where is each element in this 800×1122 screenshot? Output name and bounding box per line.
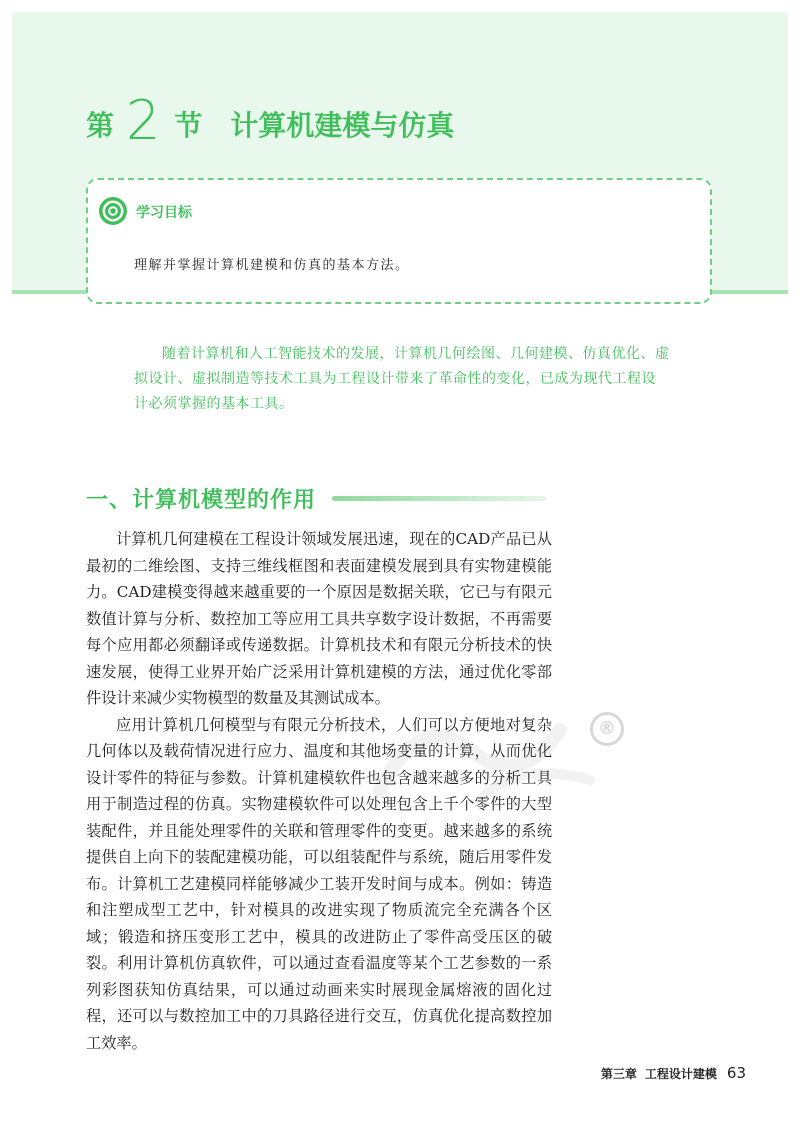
learning-objectives-box bbox=[86, 178, 712, 304]
page-number: 63 bbox=[726, 1064, 746, 1082]
intro-paragraph: 随着计算机和人工智能技术的发展，计算机几何绘图、几何建模、仿真优化、虚拟设计、虚拟制造等技术工具为工程设计带来了革命性的变化，已成为现代工程设计必须掌握的基本工具。 bbox=[134, 346, 670, 412]
section-prefix: 第 bbox=[86, 109, 115, 142]
section-suffix: 节 bbox=[174, 109, 203, 142]
footer-chapter: 第三章 bbox=[600, 1067, 637, 1081]
registered-mark: ® bbox=[590, 712, 624, 746]
section-header bbox=[86, 89, 455, 152]
subsection-heading-text: 一、计算机模型的作用 bbox=[86, 487, 317, 513]
heading-decoration-line bbox=[332, 496, 546, 501]
body-paragraph-1: 计算机几何建模在工程设计领域发展迅速，现在的CAD产品已从最初的二维绘图、支持三维线框图和表面建模发展到具有实物建模能力。CAD建模变得越来越重要的一个原因是数据关联，它已与有限元数值计算与分析、数控加工等应用工具共享数字设计数据，不再需要每个应用都必须翻译或传递数据。计算机技术和有限元分析技术的快速发展，使得工业界开始广泛采用计算机建模的方法，通过优化零部件设计来减少实物模型的数量及其测试成本。 bbox=[86, 530, 552, 707]
body-paragraph-2: 应用计算机几何模型与有限元分析技术，人们可以方便地对复杂几何体以及载荷情况进行应力、温度和其他场变量的计算，从而优化设计零件的特征与参数。计算机建模软件也包含越来越多的分析工具用于制造过程的仿真。实物建模软件可以处理包含上千个零件的大型装配件，并且能处理零件的关联和管理零件的变更。越来越多的系统提供自上向下的装配建模功能，可以组装配件与系统，随后用零件发布。计算机工艺建模同样能够减少工装开发时间与成本。例如：铸造和注塑成型工艺中，针对模具的改进实现了物质流完全充满各个区域；锻造和挤压变形工艺中，模具的改进防止了零件高受压区的破裂。利用计算机仿真软件，可以通过查看温度等某个工艺参数的一系列彩图获知仿真结果，可以通过动画来实时展现金属熔液的固化过程，还可以与数控加工中的刀具路径进行交互，仿真优化提高数控加工效率。 bbox=[86, 715, 552, 1052]
learning-objectives-text: 理解并掌握计算机建模和仿真的基本方法。 bbox=[134, 258, 410, 273]
page-footer bbox=[601, 1064, 746, 1082]
section-number: 2 bbox=[126, 89, 161, 152]
footer-chapter-title: 工程设计建模 bbox=[644, 1067, 717, 1081]
target-icon bbox=[98, 196, 128, 226]
learning-objectives-label: 学习目标 bbox=[136, 205, 192, 221]
section-title: 计算机建模与仿真 bbox=[230, 109, 455, 142]
body-text bbox=[86, 526, 552, 1056]
subsection-heading bbox=[86, 482, 546, 514]
